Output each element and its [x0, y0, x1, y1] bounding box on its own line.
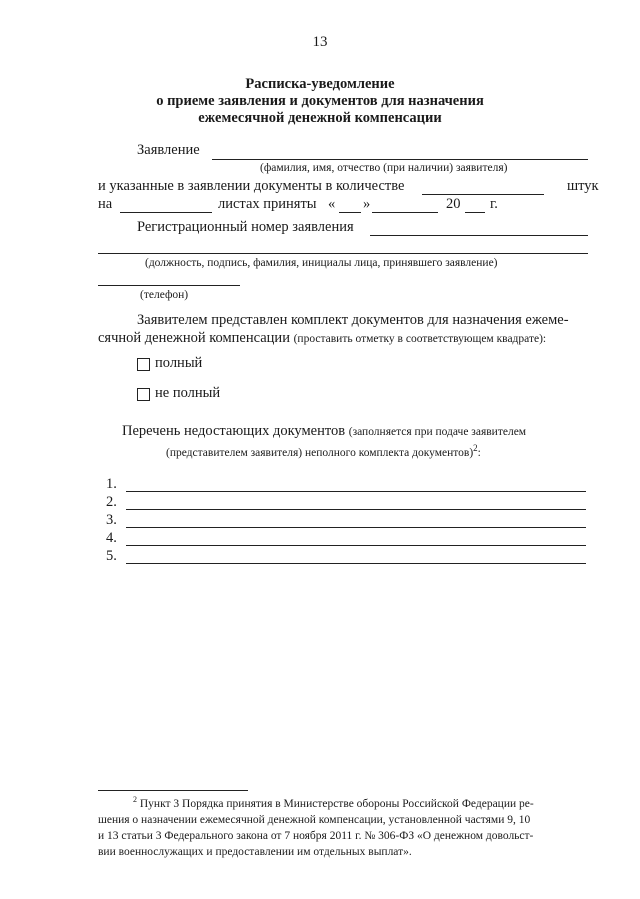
footnote-line-4: вии военнослужащих и предоставлении им отдельных выплат».	[98, 846, 412, 858]
package-text-note: (проставить отметку в соответствующем квадрате):	[293, 333, 547, 345]
missing-docs-heading-note-1: (заполняется при подаче заявителем	[348, 426, 527, 438]
missing-doc-item-number: 3.	[106, 512, 117, 528]
docs-unit-label: штук	[567, 178, 599, 194]
date-quote-close: »	[363, 196, 371, 212]
footnote-text-1: Пункт 3 Порядка принятия в Министерстве обороны Российской Федерации ре-	[139, 798, 534, 810]
missing-doc-field[interactable]	[126, 509, 586, 510]
missing-doc-item-number: 4.	[106, 530, 117, 546]
missing-doc-field[interactable]	[126, 491, 586, 492]
missing-docs-heading-line-2	[166, 443, 481, 459]
missing-doc-field[interactable]	[126, 545, 586, 546]
phone-field[interactable]	[98, 285, 240, 286]
footnote-reference: 2	[473, 443, 478, 453]
page-number: 13	[312, 34, 328, 50]
missing-docs-heading-note-2: (представителем заявителя) неполного комплекта документов)	[166, 446, 474, 459]
sheets-accepted-text: листах приняты	[218, 196, 317, 212]
date-quote-open: «	[328, 196, 336, 212]
footnote-line-1	[133, 796, 534, 812]
applicant-name-field[interactable]	[212, 159, 588, 160]
missing-doc-item-number: 5.	[106, 548, 117, 564]
document-title-line-1: Расписка-уведомление	[245, 76, 395, 92]
docs-count-text: и указанные в заявлении документы в количестве	[98, 178, 405, 194]
footnote-line-3: и 13 статьи 3 Федерального закона от 7 ноября 2011 г. № 306-ФЗ «О денежном довольст-	[98, 830, 534, 842]
missing-doc-item-number: 2.	[106, 494, 117, 510]
missing-docs-heading-main: Перечень недостающих документов	[122, 423, 346, 439]
registration-number-field[interactable]	[370, 235, 588, 236]
missing-doc-field[interactable]	[126, 563, 586, 564]
date-day-field[interactable]	[339, 212, 361, 213]
on-label: на	[98, 196, 113, 212]
footnote-separator	[98, 790, 248, 791]
full-package-checkbox[interactable]	[137, 358, 150, 371]
missing-doc-field[interactable]	[126, 527, 586, 528]
phone-caption: (телефон)	[140, 289, 189, 301]
footnote-mark: 2	[133, 795, 137, 805]
footnote-line-2: шения о назначении ежемесячной денежной компенсации, установленной частями 9, 10	[98, 814, 531, 826]
full-package-label: полный	[155, 355, 203, 371]
statement-label: Заявление	[137, 142, 200, 158]
missing-doc-item-number: 1.	[106, 476, 117, 492]
official-signature-caption: (должность, подпись, фамилия, инициалы лица, принявшего заявление)	[145, 257, 498, 269]
date-year-suffix: г.	[490, 196, 498, 212]
official-signature-field[interactable]	[98, 253, 588, 254]
date-year-field[interactable]	[465, 212, 485, 213]
package-text-line-2	[98, 330, 546, 347]
document-title-line-3: ежемесячной денежной компенсации	[198, 110, 442, 126]
sheets-count-field[interactable]	[120, 212, 212, 213]
date-month-field[interactable]	[372, 212, 438, 213]
applicant-name-caption: (фамилия, имя, отчество (при наличии) заявителя)	[260, 162, 508, 174]
partial-package-label: не полный	[155, 385, 221, 401]
partial-package-checkbox[interactable]	[137, 388, 150, 401]
registration-number-label: Регистрационный номер заявления	[137, 219, 354, 235]
missing-docs-heading-colon: :	[477, 446, 481, 459]
document-title-line-2: о приеме заявления и документов для назначения	[156, 93, 484, 109]
package-text-line-1: Заявителем представлен комплект документов для назначения ежеме-	[137, 312, 569, 328]
package-text-main: сячной денежной компенсации	[98, 330, 290, 346]
date-year-prefix: 20	[446, 196, 461, 212]
docs-count-field[interactable]	[422, 194, 544, 195]
missing-docs-heading	[122, 423, 526, 440]
